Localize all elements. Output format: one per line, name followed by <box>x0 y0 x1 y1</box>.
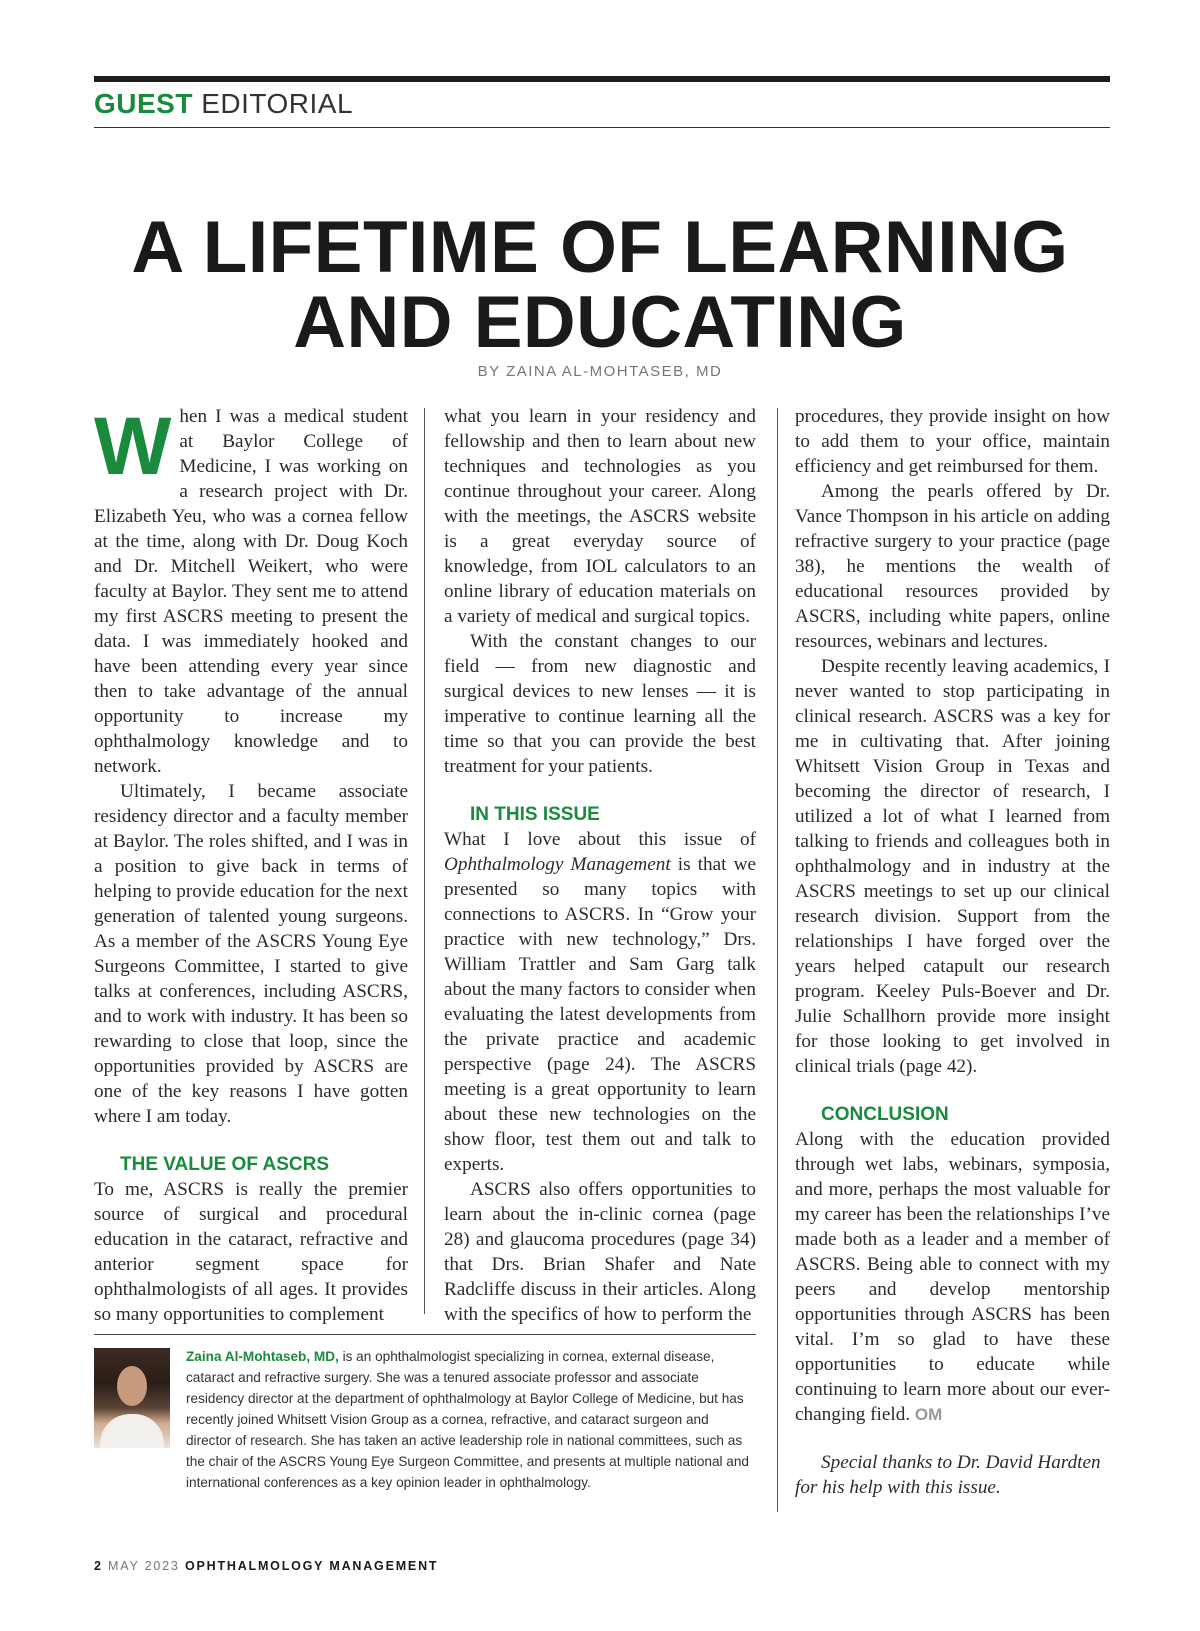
author-bio <box>186 1346 756 1493</box>
page-number: 2 <box>94 1559 103 1573</box>
paragraph: procedures, they provide insight on how to add them to your office, maintain efficiency and get reimbursed for them. <box>795 406 1110 477</box>
column-3 <box>795 404 1110 1500</box>
subhead-conclusion: CONCLUSION <box>821 1104 949 1125</box>
magazine-name: Ophthalmology Management <box>444 854 671 875</box>
paragraph: hen I was a medical student at Baylor College of Medicine, I was working on a research project with Dr. Elizabeth Yeu, who was a cornea fellow at the time, along with Dr. Doug Koch and Dr. Mitchell Weikert, who were faculty at Baylor. They sent me to attend my first ASCRS meeting to present the data. I was immediately hooked and have been attending every year since then to take advantage of the annual opportunity to increase my ophthalmology knowledge and to network. <box>94 406 408 777</box>
title-line-1: A LIFETIME OF LEARNING <box>131 207 1069 288</box>
paragraph: With the constant changes to our field — from new diagnostic and surgical devices to new lenses — it is imperative to continue learning all the time so that you can provide the best treatment for your patients. <box>444 631 756 777</box>
subhead-value-of-ascrs: THE VALUE OF ASCRS <box>120 1154 330 1175</box>
paragraph: Despite recently leaving academics, I never wanted to stop participating in clinical research. ASCRS was a key for me in cultivating that. After joining Whitsett Vision Group in Texas and becoming the director of research, I utilized a lot of what I learned from talking to friends and colleagues both in ophthalmology and in industry at the ASCRS meetings to set up our clinical research division. Support from the relationships I have forged over the years helped catapult our research program. Keeley Puls-Boever and Dr. Julie Schallhorn provide more insight for those looking to get involved in clinical trials (page 42). <box>795 656 1110 1077</box>
bio-rule <box>94 1334 756 1335</box>
subhead-in-this-issue: IN THIS ISSUE <box>470 804 600 825</box>
special-thanks: Special thanks to Dr. David Hardten for his help with this issue. <box>795 1452 1101 1498</box>
column-divider-1 <box>424 408 425 1314</box>
paragraph: ASCRS also offers opportunities to learn about the in-clinic cornea (page 28) and glaucoma procedures (page 34) that Drs. Brian Shafer and Nate Radcliffe discuss in their articles. Along with the specifics of how to perform the <box>444 1179 756 1325</box>
paragraph: What I love about this issue of Ophthalmology Management is that we presented so many topics with connections to ASCRS. In “Grow your practice with new technology,” Drs. William Trattler and Sam Garg talk about the many factors to consider when evaluating the latest developments from the private practice and academic perspective (page 24). The ASCRS meeting is a great opportunity to learn about these new technologies on the show floor, test them out and talk to experts. <box>444 829 756 1175</box>
author-bio-name: Zaina Al-Mohtaseb, MD, <box>186 1349 339 1364</box>
page-footer <box>94 1559 438 1573</box>
end-mark: OM <box>914 1405 943 1424</box>
paragraph: Among the pearls offered by Dr. Vance Thompson in his article on adding refractive surgery to your practice (page 38), he mentions the wealth of educational resources provided by ASCRS, including white papers, online resources, webinars and lectures. <box>795 481 1110 652</box>
column-1 <box>94 401 408 1327</box>
column-2 <box>444 404 756 1327</box>
paragraph: Along with the education provided through wet labs, webinars, symposia, and more, perhaps the most valuable for my career has been the relationships I’ve made both as a leader and a member of ASCRS. Being able to connect with my peers and develop mentorship opportunities through ASCRS has been vital. I’m so glad to have these opportunities to educate while continuing to learn more about our ever-changing field. OM <box>795 1129 1110 1425</box>
magazine-title: OPHTHALMOLOGY MANAGEMENT <box>184 1559 439 1573</box>
header-rule <box>94 127 1110 128</box>
title-line-2: AND EDUCATING <box>293 282 907 363</box>
paragraph: To me, ASCRS is really the premier source of surgical and procedural education in the cataract, refractive and anterior segment space for ophthalmologists of all ages. It provides so many opportunities to complement <box>94 1179 408 1325</box>
byline: BY ZAINA AL-MOHTASEB, MD <box>477 363 723 380</box>
section-label-strong: GUEST <box>94 88 193 119</box>
section-label-light: EDITORIAL <box>201 88 354 119</box>
article-title <box>60 207 1140 363</box>
column-divider-2 <box>777 408 778 1512</box>
author-photo <box>94 1348 170 1448</box>
paragraph: Ultimately, I became associate residency director and a faculty member at Baylor. The roles shifted, and I was in a position to give back in terms of helping to provide education for the next generation of talented young surgeons. As a member of the ASCRS Young Eye Surgeons Committee, I started to give talks at conferences, including ASCRS, and to work with industry. It has been so rewarding to close that loop, since the opportunities provided by ASCRS are one of the key reasons I have gotten where I am today. <box>94 781 408 1127</box>
drop-cap: W <box>94 401 172 492</box>
top-rule <box>94 76 1110 82</box>
paragraph: what you learn in your residency and fellowship and then to learn about new techniques and technologies as you continue throughout your career. Along with the meetings, the ASCRS website is a great everyday source of knowledge, from IOL calculators to an online library of education materials on a variety of medical and surgical topics. <box>444 406 756 627</box>
section-label <box>94 88 353 120</box>
author-bio-text: is an ophthalmologist specializing in cornea, external disease, cataract and refractive surgery. She was a tenured associate professor and associate residency director at the department of ophthalmology at Baylor College of Medicine, but has recently joined Whitsett Vision Group as a cornea, refractive, and cataract surgeon and director of research. She has taken an active leadership role in national committees, such as the chair of the ASCRS Young Eye Surgeon Committee, and presents at multiple national and international conferences as a key opinion leader in ophthalmology. <box>186 1349 749 1490</box>
issue-date: MAY 2023 <box>108 1559 180 1573</box>
